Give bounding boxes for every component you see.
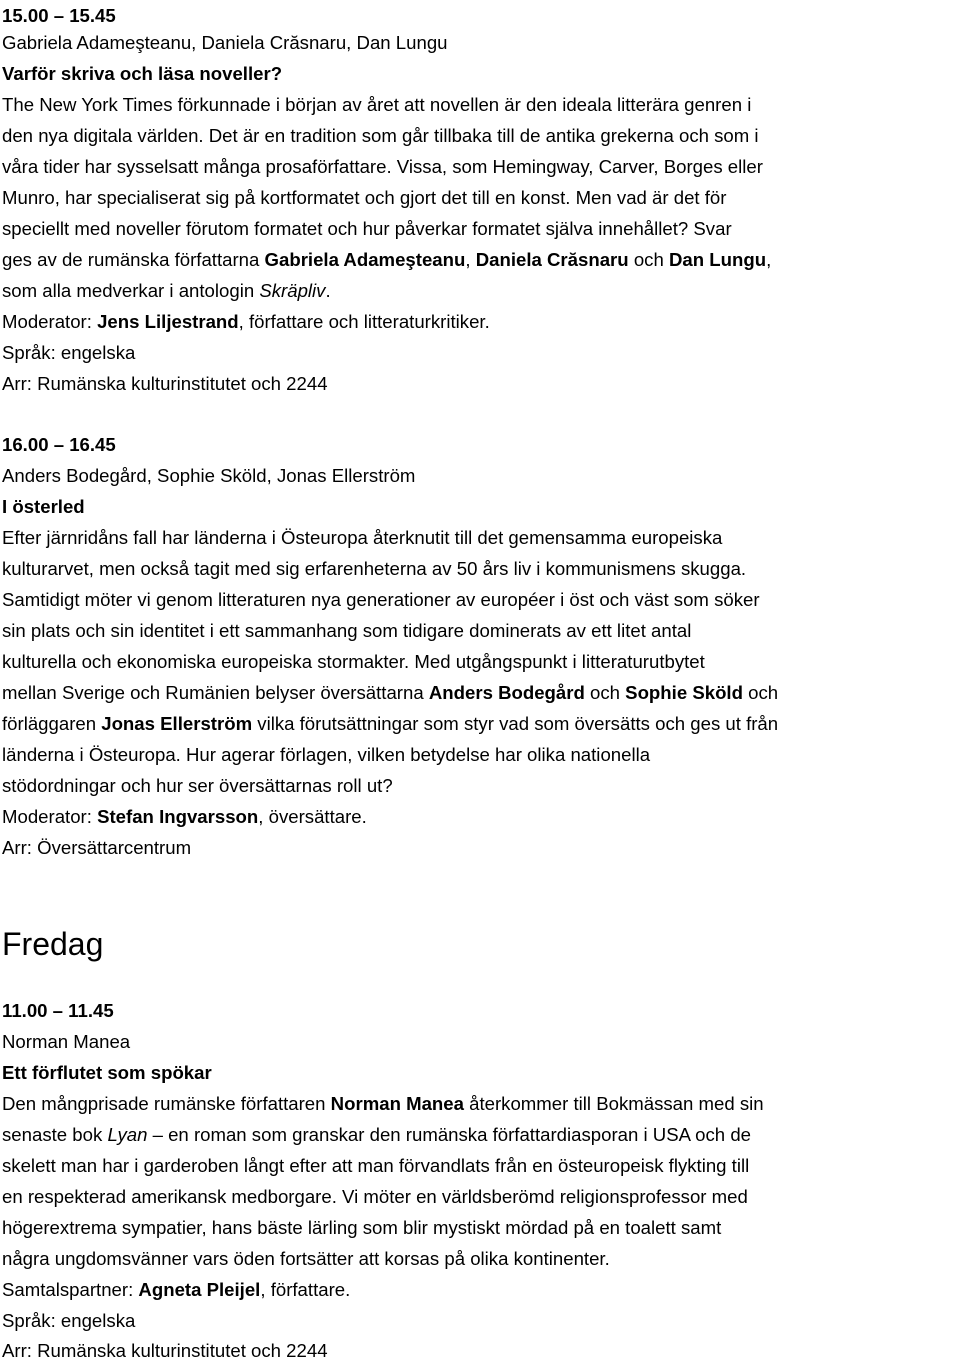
text-run: Arr: Översättarcentrum <box>2 837 192 858</box>
session-language <box>2 337 135 368</box>
text-run: Efter järnridåns fall har länderna i Östeuropa återknutit till det gemensamma europeiska <box>2 527 723 548</box>
text-run: senaste bok <box>2 1124 108 1145</box>
italic-title: Skräpliv <box>259 280 326 301</box>
session-body-line <box>2 89 751 120</box>
text-run: , <box>766 249 772 270</box>
session-body-line <box>2 770 393 801</box>
session-body-line <box>2 522 722 553</box>
text-run: , författare och litteraturkritiker. <box>238 311 490 332</box>
bold-name: Agneta Pleijel <box>138 1279 261 1300</box>
text-run: Moderator: <box>2 806 98 827</box>
session-title: Ett förflutet som spökar <box>2 1062 212 1083</box>
text-run: , översättare. <box>258 806 367 827</box>
bold-name: Gabriela Adameşteanu <box>264 249 466 270</box>
session-language <box>2 1305 135 1336</box>
session-moderator <box>2 801 367 832</box>
session-body-line <box>2 1243 610 1274</box>
text-run: kulturarvet, men också tagit med sig erfarenheterna av 50 års liv i kommunismens skugga. <box>2 558 747 579</box>
text-run: Språk: engelska <box>2 342 136 363</box>
bold-name: Anders Bodegård <box>428 682 585 703</box>
session-body-line <box>2 151 763 182</box>
text-run: stödordningar och hur ser översättarnas roll ut? <box>2 775 393 796</box>
session-organizer <box>2 832 191 863</box>
text-run: sin plats och sin identitet i ett sammanhang som tidigare dominerats av ett litet antal <box>2 620 692 641</box>
text-run: – en roman som granskar den rumänska författardiasporan i USA och de <box>147 1124 752 1145</box>
bold-name: Daniela Crăsnaru <box>475 249 629 270</box>
text-run: speciellt med noveller förutom formatet och hur påverkar formatet själva innehållet? Svar <box>2 218 732 239</box>
text-run: . <box>325 280 331 301</box>
text-run: Den mångprisade rumänske författaren <box>2 1093 331 1114</box>
text-run: mellan Sverige och Rumänien belyser översättarna <box>2 682 429 703</box>
text-run: vilka förutsättningar som styr vad som översätts och ges ut från <box>252 713 779 734</box>
text-run: länderna i Östeuropa. Hur agerar förlagen, vilken betydelse har olika nationella <box>2 744 651 765</box>
session-body-line <box>2 244 771 275</box>
session-body-line <box>2 1150 749 1181</box>
text-run: Arr: Rumänska kulturinstitutet och 2244 <box>2 1340 328 1361</box>
session-speakers: Anders Bodegård, Sophie Sköld, Jonas Ellerström <box>2 465 416 486</box>
text-run: en respekterad amerikansk medborgare. Vi möter en världsberömd religionsprofessor med <box>2 1186 748 1207</box>
bold-name: Jonas Ellerström <box>101 713 253 734</box>
text-run: ges av de rumänska författarna <box>2 249 265 270</box>
text-run: skelett man har i garderoben långt efter att man förvandlats från en östeuropeisk flykting till <box>2 1155 750 1176</box>
session-body-line <box>2 677 778 708</box>
bold-name: Dan Lungu <box>668 249 767 270</box>
text-run: kulturella och ekonomiska europeiska stormakter. Med utgångspunkt i litteraturutbytet <box>2 651 705 672</box>
text-run: några ungdomsvänner vars öden fortsätter att korsas på olika kontinenter. <box>2 1248 610 1269</box>
text-run: förläggaren <box>2 713 102 734</box>
italic-title: Lyan <box>107 1124 148 1145</box>
day-heading: Fredag <box>2 926 104 962</box>
text-run: Moderator: <box>2 311 98 332</box>
session-body-line <box>2 1088 764 1119</box>
text-run: The New York Times förkunnade i början av året att novellen är den ideala litterära genren i <box>2 94 752 115</box>
session-body-line <box>2 708 778 739</box>
text-run: våra tider har sysselsatt många prosaförfattare. Vissa, som Hemingway, Carver, Borges eller <box>2 156 763 177</box>
session-body-line <box>2 584 760 615</box>
session-body-line <box>2 120 759 151</box>
session-organizer <box>2 368 328 399</box>
bold-name: Sophie Sköld <box>625 682 743 703</box>
session-speakers: Norman Manea <box>2 1031 131 1052</box>
session-body-line <box>2 1181 748 1212</box>
session-body-line <box>2 182 726 213</box>
session-moderator <box>2 306 490 337</box>
session-time: 15.00 – 15.45 <box>2 5 116 26</box>
session-body-line <box>2 275 331 306</box>
session-body-line <box>2 1119 751 1150</box>
session-organizer <box>2 1335 328 1366</box>
session-body-line <box>2 615 691 646</box>
session-title: I österled <box>2 496 85 517</box>
text-run: den nya digitala världen. Det är en tradition som går tillbaka till de antika grekerna och som i <box>2 125 759 146</box>
text-run: Språk: engelska <box>2 1310 136 1331</box>
session-time: 16.00 – 16.45 <box>2 434 116 455</box>
session-time: 11.00 – 11.45 <box>2 1000 114 1021</box>
text-run: , författare. <box>260 1279 351 1300</box>
session-speakers: Gabriela Adameşteanu, Daniela Crăsnaru, Dan Lungu <box>2 32 448 53</box>
session-body-line <box>2 739 650 770</box>
text-run: Samtalspartner: <box>2 1279 139 1300</box>
session-body-line <box>2 213 732 244</box>
text-run: , <box>465 249 476 270</box>
bold-name: Norman Manea <box>330 1093 464 1114</box>
text-run: högerextrema sympatier, hans bäste lärling som blir mystiskt mördad på en toalett samt <box>2 1217 722 1238</box>
bold-name: Jens Liljestrand <box>97 311 239 332</box>
session-conversation-partner <box>2 1274 350 1305</box>
session-body-line <box>2 1212 721 1243</box>
text-run: återkommer till Bokmässan med sin <box>463 1093 764 1114</box>
text-run: och <box>628 249 669 270</box>
bold-name: Stefan Ingvarsson <box>97 806 259 827</box>
text-run: som alla medverkar i antologin <box>2 280 260 301</box>
text-run: Munro, har specialiserat sig på kortformatet och gjort det till en konst. Men vad är det för <box>2 187 727 208</box>
text-run: Arr: Rumänska kulturinstitutet och 2244 <box>2 373 328 394</box>
text-run: och <box>742 682 779 703</box>
session-body-line <box>2 646 705 677</box>
session-body-line <box>2 553 746 584</box>
session-title: Varför skriva och läsa noveller? <box>2 63 283 84</box>
text-run: och <box>584 682 626 703</box>
text-run: Samtidigt möter vi genom litteraturen nya generationer av européer i öst och väst som söker <box>2 589 760 610</box>
